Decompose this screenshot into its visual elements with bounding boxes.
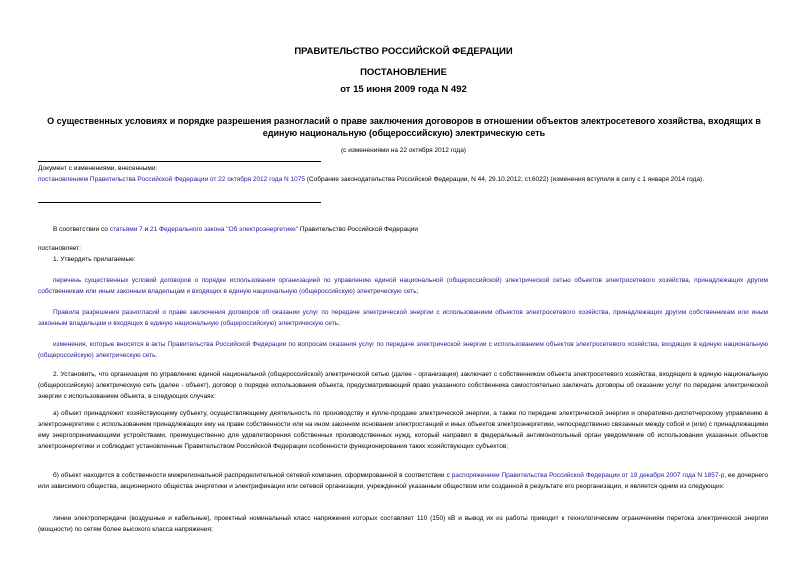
- document-subject: О существенных условиях и порядке разрешения разногласий о праве заключения договоров в отношении объектов электросетевого хозяйства, входящих в единую национальную (общероссийскую) электрическую сеть: [47, 116, 761, 138]
- item-1: 1. Утвердить прилагаемые:: [53, 256, 136, 263]
- approved-item-2[interactable]: [38, 307, 768, 329]
- basis-pre: В соответствии со: [53, 226, 110, 233]
- edition-note: (с изменениями на 22 октября 2012 года): [341, 147, 466, 154]
- document-type: ПОСТАНОВЛЕНИЕ: [360, 67, 447, 78]
- law-article-link[interactable]: статьями 7: [109, 226, 143, 233]
- item-2b: [38, 470, 768, 492]
- law-link[interactable]: 21 Федерального закона "Об электроэнергетике": [150, 226, 299, 233]
- basis-mid: и: [142, 226, 150, 233]
- item-2: 2. Установить, что организация по управлению единой национальной (общероссийской) электрической сетью (далее - организация) заключает с собственником объекта электросетевого хозяйства, входящего в единую национальную (общероссийскую) электрическую сеть (далее - объект), договор о порядке использования объекта, предусматривающий право указанного собственника самостоятельно заключать договоры об оказании услуг по передаче электрической энергии с использованием объекта, в следующих случаях:: [38, 371, 768, 400]
- item-2a: а) объект принадлежит хозяйствующему субъекту, осуществляющему деятельность по производству и купле-продаже электрической энергии, а также по передаче электрической энергии и оперативно-диспетчерскому управлению в электроэнергетике с использованием принадлежащих ему на праве собственности или на ином законном основании электростанций и иных объектов электроэнергетики, непосредственно связанных между собой и (или) с принадлежащими ему энергопринимающими устройствами, преимущественно для удовлетворения собственных производственных нужд, который направил в федеральный антимонопольный орган уведомление об использовании указанных объектов электроэнергетики и соблюдает установленные Правительством Российской Федерации особенности функционирования таких хозяйствующих субъектов;: [38, 410, 768, 450]
- decides-label: постановляет:: [38, 245, 81, 252]
- approved-item-1[interactable]: [38, 275, 768, 297]
- changes-tail: (Собрание законодательства Российской Федерации, N 44, 29.10.2012, ст.6022) (изменения вступили в силу с 1 января 2014 года).: [304, 176, 705, 183]
- decree-link[interactable]: распоряжением Правительства Российской Федерации от 19 декабря 2007 года N 1857-р: [451, 472, 725, 479]
- changes-intro: Документ с изменениями, внесенными:: [38, 165, 158, 172]
- approved-link-1[interactable]: перечень существенных условий договоров о порядке использования организацией по управлению единой национальной (общероссийской) электрической сетью объектов электросетевого хозяйства, принадлежащих другим собственникам или иным законным владельцам и входящих в единую национальную (общероссийскую) электрическую сеть;: [38, 277, 768, 295]
- approved-item-3[interactable]: [38, 339, 768, 361]
- amendment-link[interactable]: постановлением Правительства Российской Федерации от 22 октября 2012 года N 1075: [38, 176, 305, 183]
- changes-body: [38, 174, 768, 185]
- government-heading: ПРАВИТЕЛЬСТВО РОССИЙСКОЙ ФЕДЕРАЦИИ: [294, 46, 513, 57]
- item-2b-post: , ее дочернего или зависимого общества, акционерного общества энергетики и электрификации или сетевой организации, учрежденной указанным обществом или созданной в результате его реорганизации, и является одним из следующих:: [38, 472, 769, 490]
- divider-bottom: [38, 202, 321, 203]
- power-lines-item: линии электропередачи (воздушные и кабельные), проектный номинальный класс напряжения которых составляет 110 (150) кВ и вывод их из работы приводит к технологическим ограничениям перетока электрической энергии (мощности) по сетям более высокого класса напряжения;: [38, 515, 768, 533]
- document-date: от 15 июня 2009 года N 492: [340, 84, 467, 95]
- approved-link-2[interactable]: Правила разрешения разногласий о праве заключения договоров об оказании услуг по передаче электрической энергии с использованием объектов электросетевого хозяйства, принадлежащих другим собственникам или иным законным владельцам и входящих в единую национальную (общероссийскую) электрическую сеть;: [38, 309, 768, 327]
- item-2b-pre: б) объект находится в собственности межрегиональной распределительной сетевой компании, сформированной в соответствии с: [53, 472, 452, 479]
- approved-link-3[interactable]: изменения, которые вносятся в акты Правительства Российской Федерации по вопросам оказания услуг по передаче электрической энергии с использованием объектов электросетевого хозяйства, входящих в единую национальную (общероссийскую) электрическую сеть.: [38, 341, 768, 359]
- basis-paragraph: [38, 224, 768, 235]
- divider-top: [38, 161, 321, 162]
- basis-post: Правительство Российской Федерации: [298, 226, 419, 233]
